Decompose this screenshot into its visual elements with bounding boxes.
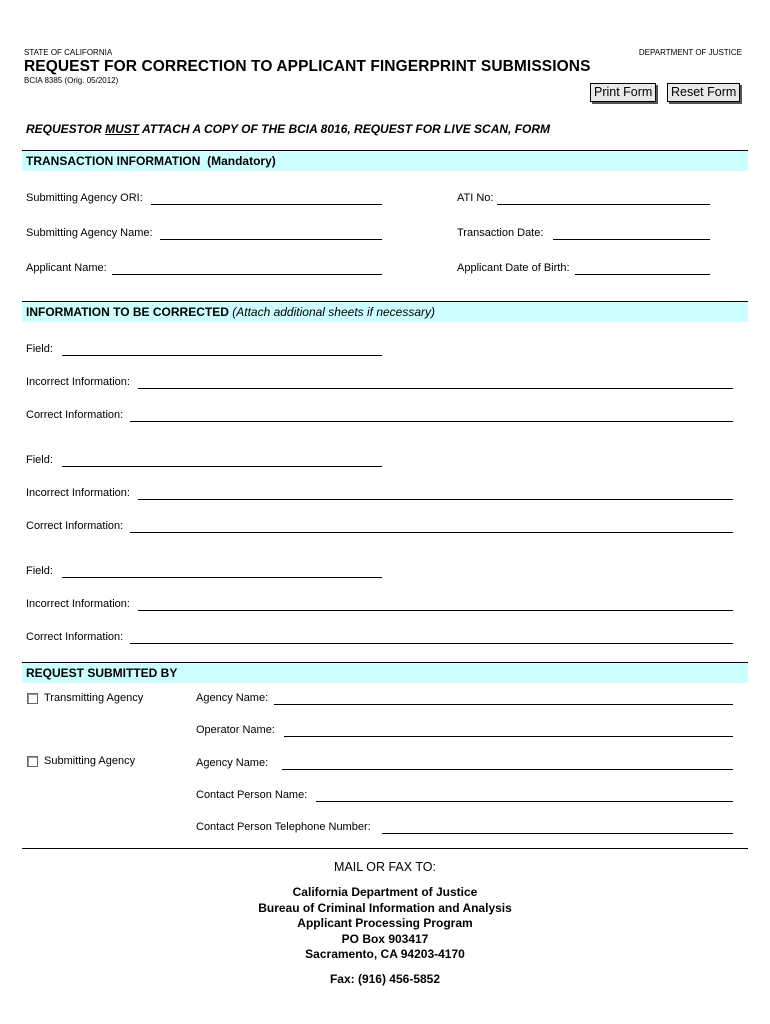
submitting-agency-name-input-2[interactable] — [282, 758, 733, 770]
operator-name-label: Operator Name: — [196, 724, 275, 736]
transmitting-agency-checkbox[interactable] — [27, 693, 38, 704]
mail-heading: MAIL OR FAX TO: — [334, 860, 436, 874]
contact-phone-label: Contact Person Telephone Number: — [196, 821, 371, 833]
mail-address — [0, 885, 770, 963]
transaction-date-label: Transaction Date: — [457, 227, 544, 239]
transmitting-agency-name-label: Agency Name: — [196, 692, 269, 704]
form-title: REQUEST FOR CORRECTION TO APPLICANT FINGERPRINT SUBMISSIONS — [24, 58, 591, 75]
correct-info-label: Correct Information: — [26, 520, 124, 532]
corrections-section-heading: INFORMATION TO BE CORRECTED (Attach additional sheets if necessary) — [22, 301, 748, 322]
applicant-dob-label: Applicant Date of Birth: — [457, 262, 570, 274]
correction-field-label: Field: — [26, 454, 53, 466]
applicant-name-label: Applicant Name: — [26, 262, 107, 274]
submitting-agency-label: Submitting Agency — [44, 755, 136, 767]
applicant-dob-input[interactable] — [575, 263, 710, 275]
submitting-agency-ori-input[interactable] — [151, 193, 382, 205]
fax-number: Fax: (916) 456-5852 — [329, 972, 441, 986]
incorrect-info-label: Incorrect Information: — [26, 376, 130, 388]
submitting-agency-ori-label: Submitting Agency ORI: — [26, 192, 143, 204]
correction-field-label: Field: — [26, 343, 53, 355]
mail-line-1: California Department of Justice — [292, 885, 478, 899]
correction-2-correct-input[interactable] — [130, 521, 733, 533]
submitting-agency-name-label: Submitting Agency Name: — [26, 227, 153, 239]
print-form-button[interactable]: Print Form — [590, 83, 656, 102]
correction-2-field-input[interactable] — [62, 455, 382, 467]
operator-name-input[interactable] — [284, 725, 733, 737]
department-label: DEPARTMENT OF JUSTICE — [638, 48, 742, 57]
submitting-agency-name-label-2: Agency Name: — [196, 757, 269, 769]
correct-info-label: Correct Information: — [26, 631, 124, 643]
incorrect-info-label: Incorrect Information: — [26, 598, 130, 610]
transaction-date-input[interactable] — [553, 228, 710, 240]
contact-person-name-input[interactable] — [316, 790, 733, 802]
mail-line-3: Applicant Processing Program — [297, 916, 473, 930]
transaction-section-heading: TRANSACTION INFORMATION (Mandatory) — [22, 150, 748, 171]
ati-no-label: ATI No: — [457, 192, 494, 204]
form-id: BCIA 8385 (Orig. 05/2012) — [24, 76, 119, 85]
correction-2-incorrect-input[interactable] — [138, 488, 733, 500]
correction-3-incorrect-input[interactable] — [138, 599, 733, 611]
submitting-agency-checkbox[interactable] — [27, 756, 38, 767]
transmitting-agency-name-input[interactable] — [274, 693, 733, 705]
correct-info-label: Correct Information: — [26, 409, 124, 421]
mail-line-2: Bureau of Criminal Information and Analysis — [258, 900, 512, 915]
section-divider — [22, 848, 748, 849]
contact-phone-input[interactable] — [382, 822, 733, 834]
mail-line-5: Sacramento, CA 94203-4170 — [305, 947, 465, 961]
mail-line-4: PO Box 903417 — [341, 931, 429, 946]
applicant-name-input[interactable] — [112, 263, 382, 275]
contact-person-name-label: Contact Person Name: — [196, 789, 308, 801]
correction-1-correct-input[interactable] — [130, 410, 733, 422]
reset-form-button[interactable]: Reset Form — [667, 83, 740, 102]
correction-field-label: Field: — [26, 565, 53, 577]
correction-1-incorrect-input[interactable] — [138, 377, 733, 389]
submitting-agency-name-input[interactable] — [160, 228, 382, 240]
correction-1-field-input[interactable] — [62, 344, 382, 356]
correction-3-correct-input[interactable] — [130, 632, 733, 644]
state-label: STATE OF CALIFORNIA — [24, 48, 113, 57]
ati-no-input[interactable] — [497, 193, 710, 205]
transmitting-agency-label: Transmitting Agency — [44, 692, 144, 704]
incorrect-info-label: Incorrect Information: — [26, 487, 130, 499]
requirement-notice: REQUESTOR MUST ATTACH A COPY OF THE BCIA 8016, REQUEST FOR LIVE SCAN, FORM — [26, 122, 551, 136]
correction-3-field-input[interactable] — [62, 566, 382, 578]
submitted-by-section-heading: REQUEST SUBMITTED BY — [22, 662, 748, 683]
